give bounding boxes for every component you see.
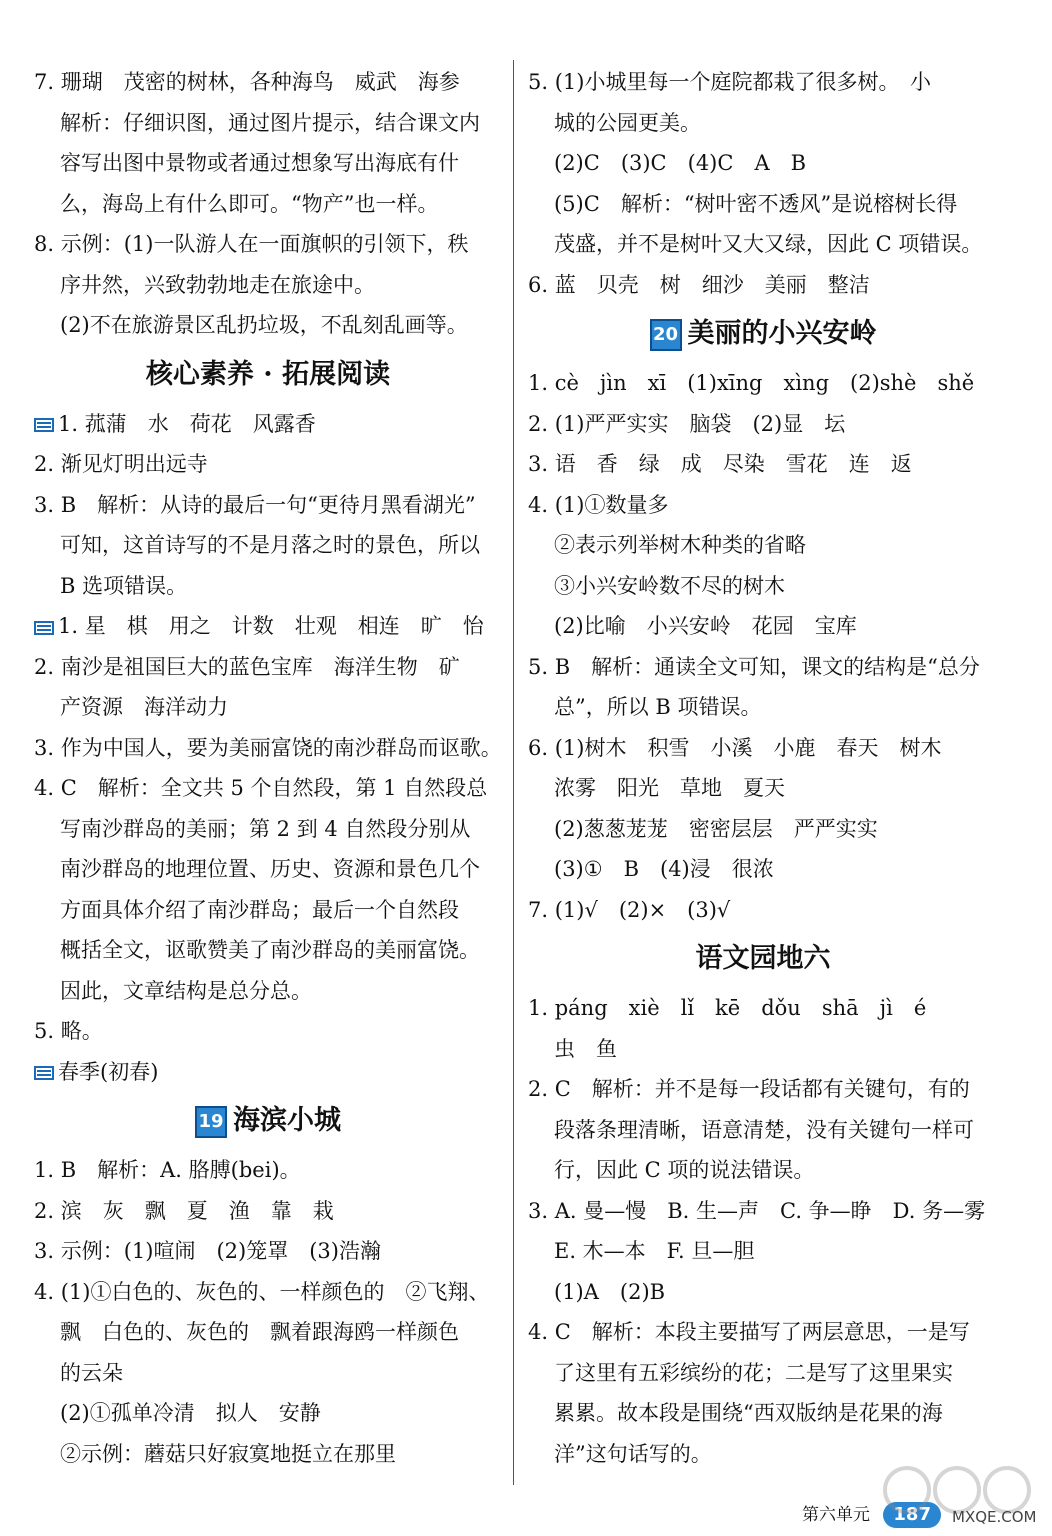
answer-text: 因此，文章结构是总分总。 bbox=[60, 978, 312, 1003]
right-column bbox=[528, 62, 998, 1474]
answer-line bbox=[34, 525, 502, 566]
answer-text: 段落条理清晰，语意清楚，没有关键句一样可 bbox=[554, 1117, 974, 1142]
answer-text: 4. (1)①数量多 bbox=[528, 492, 669, 517]
answer-text: 5. (1)小城里每一个庭院都栽了很多树。 小 bbox=[528, 70, 931, 94]
answer-text: (2)不在旅游景区乱扔垃圾，不乱刻乱画等。 bbox=[60, 313, 468, 337]
watermark-text: MXQE.COM bbox=[952, 1508, 1037, 1526]
answer-line bbox=[528, 103, 998, 144]
answer-text: 4. C 解析：本段主要描写了两层意思，一是写 bbox=[528, 1320, 970, 1344]
answer-text: 3. 示例：(1)喧闹 (2)笼罩 (3)浩瀚 bbox=[34, 1239, 381, 1263]
section-heading bbox=[528, 930, 998, 988]
answer-line bbox=[34, 849, 502, 890]
answer-line bbox=[34, 1434, 502, 1475]
answer-text: 么，海岛上有什么即可。“物产”也一样。 bbox=[60, 191, 439, 216]
answer-text: 春季(初春) bbox=[58, 1059, 159, 1084]
answer-text: (5)C 解析：“树叶密不透风”是说榕树长得 bbox=[554, 191, 958, 216]
section-mark-icon bbox=[34, 418, 54, 432]
answer-text: 累累。故本段是围绕“西双版纳是花果的海 bbox=[554, 1401, 943, 1425]
answer-text: (1)A (2)B bbox=[554, 1279, 666, 1304]
answer-line bbox=[528, 444, 998, 485]
answer-line bbox=[34, 1353, 502, 1394]
answer-line bbox=[528, 1353, 998, 1394]
answer-line bbox=[528, 1029, 998, 1070]
answer-text: 1. 星 棋 用之 计数 壮观 相连 旷 怡 bbox=[58, 614, 484, 638]
answer-line bbox=[528, 728, 998, 769]
heading-text: 美丽的小兴安岭 bbox=[687, 318, 877, 349]
answer-text: 写南沙群岛的美丽；第 2 到 4 自然段分别从 bbox=[60, 816, 471, 841]
answer-text: 可知，这首诗写的不是月落之时的景色，所以 bbox=[60, 533, 480, 557]
answer-text: 7. 珊瑚 茂密的树林，各种海鸟 威武 海参 bbox=[34, 70, 460, 94]
answer-line bbox=[34, 890, 502, 931]
answer-text: 5. B 解析：通读全文可知，课文的结构是“总分 bbox=[528, 654, 980, 679]
left-column bbox=[34, 62, 502, 1474]
answer-text: 3. A. 曼—慢 B. 生—声 C. 争—睁 D. 务—雾 bbox=[528, 1198, 986, 1223]
section-mark-icon bbox=[34, 621, 54, 635]
answer-text: 茂盛，并不是树叶又大又绿，因此 C 项错误。 bbox=[554, 232, 983, 256]
answer-line bbox=[34, 809, 502, 850]
answer-line bbox=[34, 143, 502, 184]
answer-text: 城的公园更美。 bbox=[554, 110, 701, 135]
answer-line bbox=[528, 1191, 998, 1232]
answer-line bbox=[528, 525, 998, 566]
answer-text: (2)比喻 小兴安岭 花园 宝库 bbox=[554, 614, 857, 638]
answer-line bbox=[528, 1150, 998, 1191]
section-heading bbox=[528, 305, 998, 363]
answer-line bbox=[528, 363, 998, 404]
answer-text: ②示例：蘑菇只好寂寞地挺立在那里 bbox=[60, 1441, 396, 1466]
answer-line bbox=[34, 485, 502, 526]
answer-line bbox=[34, 1191, 502, 1232]
answer-line bbox=[528, 1110, 998, 1151]
answer-text: 的云朵 bbox=[60, 1360, 123, 1385]
answer-line bbox=[34, 184, 502, 225]
answer-line bbox=[528, 1312, 998, 1353]
answer-line bbox=[34, 687, 502, 728]
answer-line bbox=[528, 849, 998, 890]
unit-label: 第六单元 bbox=[802, 1505, 870, 1525]
answer-line bbox=[34, 566, 502, 607]
answer-line bbox=[34, 265, 502, 306]
column-divider bbox=[513, 60, 514, 1485]
answer-text: 1. páng xiè lǐ kē dǒu shā jì é bbox=[528, 996, 927, 1020]
answer-text: 南沙群岛的地理位置、历史、资源和景色几个 bbox=[60, 857, 480, 881]
answer-line bbox=[34, 606, 502, 647]
answer-line bbox=[528, 224, 998, 265]
answer-line bbox=[528, 1393, 998, 1434]
answer-text: 3. 语 香 绿 成 尽染 雪花 连 返 bbox=[528, 452, 912, 476]
answer-line bbox=[528, 687, 998, 728]
answer-line bbox=[34, 404, 502, 445]
answer-line bbox=[528, 485, 998, 526]
answer-line bbox=[528, 143, 998, 184]
answer-text: (2)C (3)C (4)C A B bbox=[554, 151, 807, 175]
answer-text: 3. 作为中国人，要为美丽富饶的南沙群岛而讴歌。 bbox=[34, 735, 502, 760]
answer-line bbox=[528, 606, 998, 647]
answer-line bbox=[34, 444, 502, 485]
answer-text: 解析：仔细识图，通过图片提示，结合课文内 bbox=[60, 110, 480, 135]
answer-text: 7. (1)√ (2)× (3)√ bbox=[528, 897, 731, 922]
answer-text: 1. 菰蒲 水 荷花 风露香 bbox=[58, 411, 316, 436]
answer-line bbox=[34, 1052, 502, 1093]
answer-line bbox=[34, 103, 502, 144]
answer-line bbox=[34, 971, 502, 1012]
answer-line bbox=[34, 1231, 502, 1272]
section-heading bbox=[34, 346, 502, 404]
answer-text: ②表示列举树木种类的省略 bbox=[554, 533, 806, 557]
section-mark-icon bbox=[34, 1066, 54, 1080]
answer-line bbox=[528, 647, 998, 688]
heading-text: 海滨小城 bbox=[233, 1105, 341, 1136]
answer-line bbox=[34, 224, 502, 265]
answer-line bbox=[528, 988, 998, 1029]
answer-text: 8. 示例：(1)一队游人在一面旗帜的引领下，秩 bbox=[34, 232, 469, 256]
answer-line bbox=[34, 1011, 502, 1052]
section-heading bbox=[34, 1092, 502, 1150]
answer-line bbox=[528, 890, 998, 931]
answer-text: 1. B 解析：A. 胳膊(bei)。 bbox=[34, 1158, 301, 1182]
answer-text: (2)葱葱茏茏 密密层层 严严实实 bbox=[554, 816, 878, 841]
answer-line bbox=[528, 1069, 998, 1110]
answer-text: 1. cè jìn xī (1)xīng xìng (2)shè shě bbox=[528, 371, 975, 395]
answer-text: 6. (1)树木 积雪 小溪 小鹿 春天 树木 bbox=[528, 735, 942, 760]
answer-text: 6. 蓝 贝壳 树 细沙 美丽 整洁 bbox=[528, 272, 870, 297]
answer-text: 浓雾 阳光 草地 夏天 bbox=[554, 776, 785, 800]
answer-text: 2. (1)严严实实 脑袋 (2)显 坛 bbox=[528, 411, 846, 436]
answer-text: E. 木—本 F. 旦—胆 bbox=[554, 1239, 755, 1263]
answer-line bbox=[528, 566, 998, 607]
answer-line bbox=[528, 265, 998, 306]
answer-text: 序井然，兴致勃勃地走在旅途中。 bbox=[60, 272, 375, 297]
answer-text: 2. 南沙是祖国巨大的蓝色宝库 海洋生物 矿 bbox=[34, 654, 460, 679]
answer-line bbox=[528, 404, 998, 445]
answer-line bbox=[528, 809, 998, 850]
answer-line bbox=[34, 1312, 502, 1353]
answer-text: 5. 略。 bbox=[34, 1019, 103, 1043]
answer-line bbox=[34, 930, 502, 971]
answer-text: ③小兴安岭数不尽的树木 bbox=[554, 573, 785, 598]
answer-line bbox=[528, 768, 998, 809]
answer-line bbox=[528, 184, 998, 225]
answer-text: 产资源 海洋动力 bbox=[60, 695, 228, 719]
answer-text: 容写出图中景物或者通过想象写出海底有什 bbox=[60, 151, 459, 175]
heading-text: 语文园地六 bbox=[695, 943, 831, 974]
answer-text: 虫 鱼 bbox=[554, 1036, 617, 1061]
answer-text: B 选项错误。 bbox=[60, 573, 188, 598]
answer-text: 4. (1)①白色的、灰色的、一样颜色的 ②飞翔、 bbox=[34, 1279, 490, 1304]
answer-text: 4. C 解析：全文共 5 个自然段，第 1 自然段总 bbox=[34, 776, 488, 800]
answer-line bbox=[34, 305, 502, 346]
answer-text: 洋”这句话写的。 bbox=[554, 1441, 712, 1466]
answer-line bbox=[34, 1272, 502, 1313]
answer-text: 了这里有五彩缤纷的花；二是写了这里果实 bbox=[554, 1360, 953, 1385]
page-number: 187 bbox=[883, 1502, 941, 1528]
answer-text: (3)① B (4)浸 很浓 bbox=[554, 857, 774, 881]
answer-text: 2. 渐见灯明出远寺 bbox=[34, 452, 208, 476]
answer-text: 飘 白色的、灰色的 飘着跟海鸥一样颜色 bbox=[60, 1320, 459, 1344]
answer-line bbox=[528, 1231, 998, 1272]
answer-text: (2)①孤单冷清 拟人 安静 bbox=[60, 1401, 321, 1425]
lesson-number-badge: 20 bbox=[650, 319, 682, 351]
answer-line bbox=[34, 62, 502, 103]
answer-text: 行，因此 C 项的说法错误。 bbox=[554, 1158, 815, 1182]
answer-line bbox=[34, 728, 502, 769]
answer-text: 总”，所以 B 项错误。 bbox=[554, 695, 762, 719]
answer-text: 概括全文，讴歌赞美了南沙群岛的美丽富饶。 bbox=[60, 938, 480, 962]
answer-text: 2. C 解析：并不是每一段话都有关键句，有的 bbox=[528, 1077, 970, 1101]
answer-line bbox=[34, 1393, 502, 1434]
answer-line bbox=[34, 768, 502, 809]
answer-text: 3. B 解析：从诗的最后一句“更待月黑看湖光” bbox=[34, 492, 476, 517]
answer-line bbox=[34, 647, 502, 688]
lesson-number-badge: 19 bbox=[195, 1106, 227, 1138]
answer-line bbox=[34, 1150, 502, 1191]
answer-text: 2. 滨 灰 飘 夏 渔 靠 栽 bbox=[34, 1198, 334, 1223]
heading-text: 核心素养 · 拓展阅读 bbox=[145, 358, 391, 390]
answer-line bbox=[528, 1272, 998, 1313]
answer-text: 方面具体介绍了南沙群岛；最后一个自然段 bbox=[60, 897, 459, 922]
answer-line bbox=[528, 62, 998, 103]
